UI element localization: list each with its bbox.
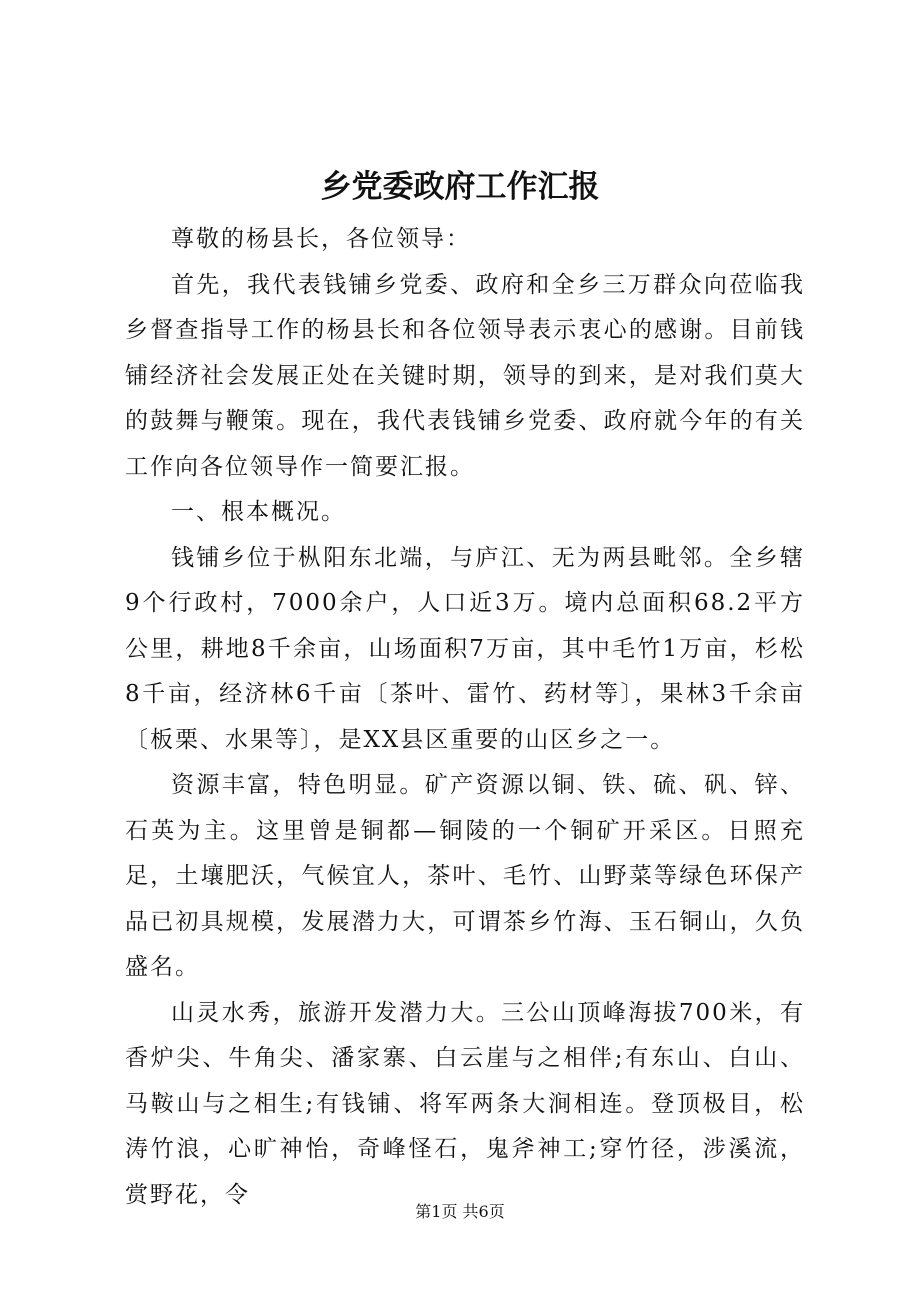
page-footer: 第1页 共6页 <box>415 1202 505 1221</box>
paragraph-tourism: 山灵水秀，旅游开发潜力大。三公山顶峰海拔700米，有香炉尖、牛角尖、潘家寨、白云崖与之相伴;有东山、白山、马鞍山与之相生;有钱铺、将军两条大涧相连。登顶极目，松涛竹浪，心旷神怡，奇峰怪石，鬼斧神工;穿竹径，涉溪流，赏野花，令 <box>125 999 805 1208</box>
paragraph-resources: 资源丰富，特色明显。矿产资源以铜、铁、硫、矾、锌、石英为主。这里曾是铜都—铜陵的一个铜矿开采区。日照充足，土壤肥沃，气候宜人，茶叶、毛竹、山野菜等绿色环保产品已初具规模，发展潜力大，可谓茶乡竹海、玉石铜山，久负盛名。 <box>125 772 805 980</box>
paragraph-introduction: 首先，我代表钱铺乡党委、政府和全乡三万群众向莅临我乡督查指导工作的杨县长和各位领导表示衷心的感谢。目前钱铺经济社会发展正处在关键时期，领导的到来，是对我们莫大的鼓舞与鞭策。现在，我代表钱铺乡党委、政府就今年的有关工作向各位领导作一简要汇报。 <box>125 271 805 480</box>
paragraph-greeting: 尊敬的杨县长，各位领导： <box>171 226 471 252</box>
document-body <box>125 217 805 1218</box>
section-heading-overview: 一、根本概况。 <box>171 499 346 525</box>
document-title: 乡党委政府工作汇报 <box>320 169 600 205</box>
paragraph-location: 钱铺乡位于枞阳东北端，与庐江、无为两县毗邻。全乡辖9个行政村，7000余户，人口近3万。境内总面积68.2平方公里，耕地8千余亩，山场面积7万亩，其中毛竹1万亩，杉松8千亩，经济林6千亩〔茶叶、雷竹、药材等〕，果林3千余亩〔板栗、水果等〕，是XX县区重要的山区乡之一。 <box>125 544 805 753</box>
